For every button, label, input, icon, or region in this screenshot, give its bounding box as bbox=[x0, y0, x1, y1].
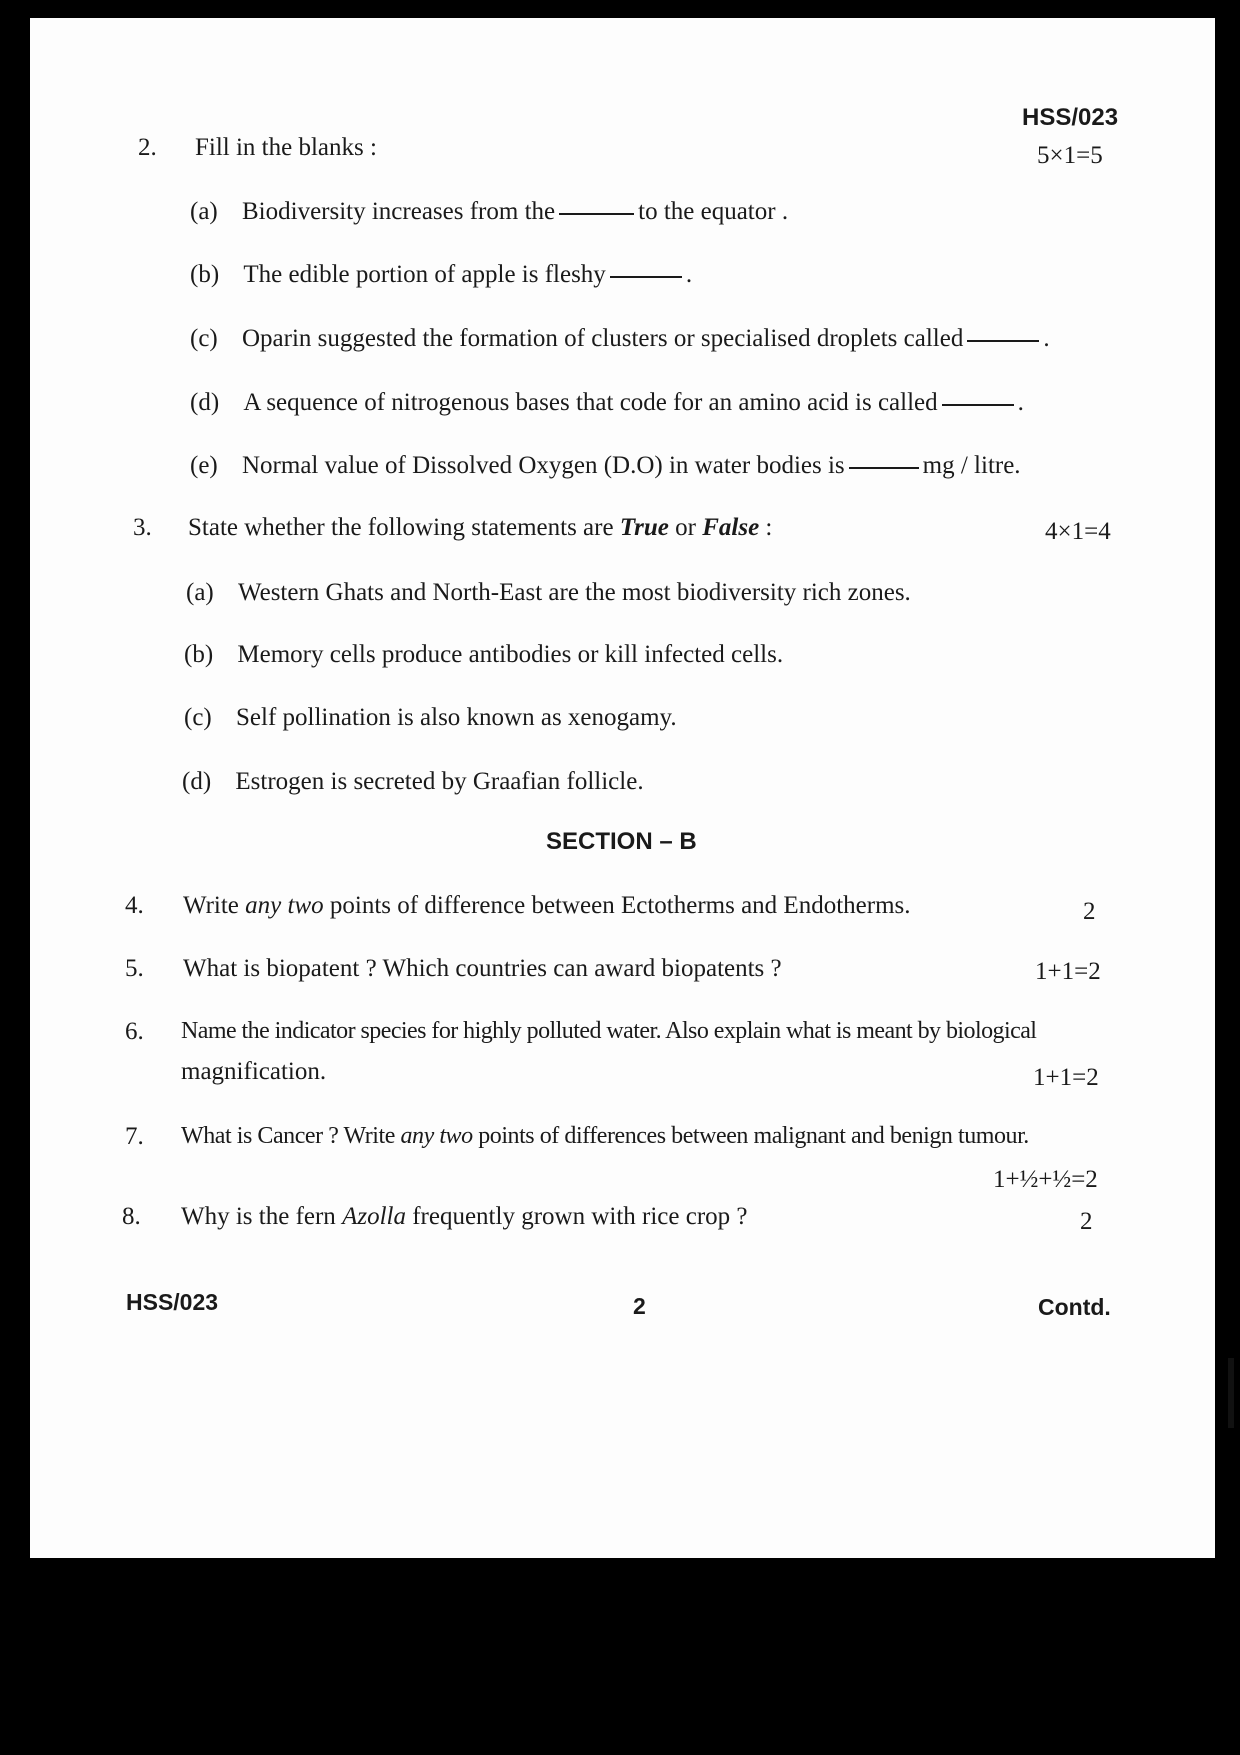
question-marks: 5×1=5 bbox=[1037, 142, 1103, 169]
question-text bbox=[188, 514, 772, 542]
exam-page bbox=[30, 18, 1215, 1558]
question-text: Fill in the blanks : bbox=[195, 134, 377, 161]
sub-text-before: Oparin suggested the formation of clusters or specialised droplets called bbox=[242, 325, 964, 352]
sub-text: Estrogen is secreted by Graafian follicle. bbox=[235, 768, 644, 795]
question-number: 7. bbox=[125, 1123, 144, 1150]
question-text-part: What is Cancer ? Write bbox=[181, 1123, 401, 1149]
sub-question bbox=[190, 198, 788, 226]
question-text-line: magnification. bbox=[181, 1058, 327, 1085]
sub-label: (d) bbox=[190, 389, 220, 416]
question-text-italic: any two bbox=[245, 892, 324, 919]
sub-question bbox=[186, 579, 911, 607]
question-text-part: : bbox=[759, 514, 773, 541]
sub-text-before: A sequence of nitrogenous bases that code for an amino acid is called bbox=[243, 389, 938, 416]
sub-question bbox=[190, 261, 692, 289]
sub-question bbox=[184, 641, 783, 669]
question-number: 2. bbox=[138, 134, 157, 161]
question-number: 3. bbox=[133, 514, 152, 541]
question-text-line: Name the indicator species for highly polluted water. Also explain what is meant by biological bbox=[181, 1018, 1037, 1044]
sub-text-after: to the equator . bbox=[638, 198, 789, 225]
sub-text-after: . bbox=[685, 261, 693, 288]
question-text bbox=[183, 892, 911, 920]
sub-question bbox=[182, 768, 644, 796]
question-text-part: Why is the fern bbox=[181, 1203, 343, 1230]
question-text bbox=[181, 1123, 1029, 1150]
section-title: SECTION – B bbox=[546, 828, 697, 855]
question-text-part: or bbox=[668, 514, 703, 541]
scan-border-left bbox=[0, 0, 30, 1560]
sub-text: Memory cells produce antibodies or kill infected cells. bbox=[237, 641, 784, 668]
sub-label: (a) bbox=[186, 579, 214, 606]
question-marks: 1+1=2 bbox=[1035, 958, 1101, 985]
sub-label: (e) bbox=[190, 452, 218, 479]
question-marks: 1+1=2 bbox=[1033, 1064, 1099, 1091]
question-number: 6. bbox=[125, 1018, 144, 1045]
question-marks: 2 bbox=[1083, 898, 1096, 925]
sub-label: (b) bbox=[190, 261, 220, 288]
blank-line bbox=[849, 465, 919, 469]
scan-edge-mark bbox=[1228, 1358, 1234, 1428]
question-text-part: points of differences between malignant and benign tumour. bbox=[472, 1123, 1029, 1149]
sub-label: (a) bbox=[190, 198, 218, 225]
blank-line bbox=[942, 402, 1014, 406]
header-code: HSS/023 bbox=[1022, 104, 1119, 131]
question-text bbox=[181, 1203, 748, 1231]
question-marks: 1+½+½=2 bbox=[993, 1166, 1098, 1193]
sub-question bbox=[190, 389, 1024, 417]
sub-label: (c) bbox=[190, 325, 218, 352]
sub-text-before: The edible portion of apple is fleshy bbox=[243, 261, 606, 288]
question-marks: 4×1=4 bbox=[1045, 518, 1111, 545]
sub-text-after: mg / litre. bbox=[922, 452, 1021, 479]
question-marks: 2 bbox=[1080, 1208, 1093, 1235]
question-text-italic: Azolla bbox=[342, 1203, 406, 1230]
true-word: True bbox=[619, 514, 669, 541]
sub-text-before: Normal value of Dissolved Oxygen (D.O) in water bodies is bbox=[242, 452, 845, 479]
contd-label: Contd. bbox=[1038, 1294, 1111, 1320]
sub-label: (c) bbox=[184, 704, 212, 731]
sub-question bbox=[190, 452, 1021, 480]
blank-line bbox=[610, 274, 682, 278]
question-text-part: Write bbox=[183, 892, 246, 919]
question-text-part: points of difference between Ectotherms and Endotherms. bbox=[323, 892, 911, 919]
sub-text-before: Biodiversity increases from the bbox=[242, 198, 556, 225]
question-text: What is biopatent ? Which countries can award biopatents ? bbox=[183, 955, 782, 982]
sub-label: (d) bbox=[182, 768, 212, 795]
false-word: False bbox=[702, 514, 760, 541]
question-text-part: State whether the following statements are bbox=[188, 514, 620, 541]
question-text-italic: any two bbox=[400, 1123, 473, 1149]
sub-label: (b) bbox=[184, 641, 214, 668]
question-number: 4. bbox=[125, 892, 144, 919]
sub-text: Western Ghats and North-East are the most biodiversity rich zones. bbox=[238, 579, 911, 606]
sub-question bbox=[184, 704, 677, 732]
footer-code: HSS/023 bbox=[126, 1289, 219, 1315]
sub-question bbox=[190, 325, 1050, 353]
sub-text-after: . bbox=[1017, 389, 1024, 416]
page-number: 2 bbox=[633, 1293, 646, 1319]
question-number: 5. bbox=[125, 955, 144, 982]
blank-line bbox=[967, 338, 1039, 342]
question-text-part: frequently grown with rice crop ? bbox=[405, 1203, 748, 1230]
blank-line bbox=[559, 211, 634, 215]
sub-text-after: . bbox=[1043, 325, 1050, 352]
sub-text: Self pollination is also known as xenogamy. bbox=[236, 704, 677, 731]
question-number: 8. bbox=[122, 1203, 141, 1230]
